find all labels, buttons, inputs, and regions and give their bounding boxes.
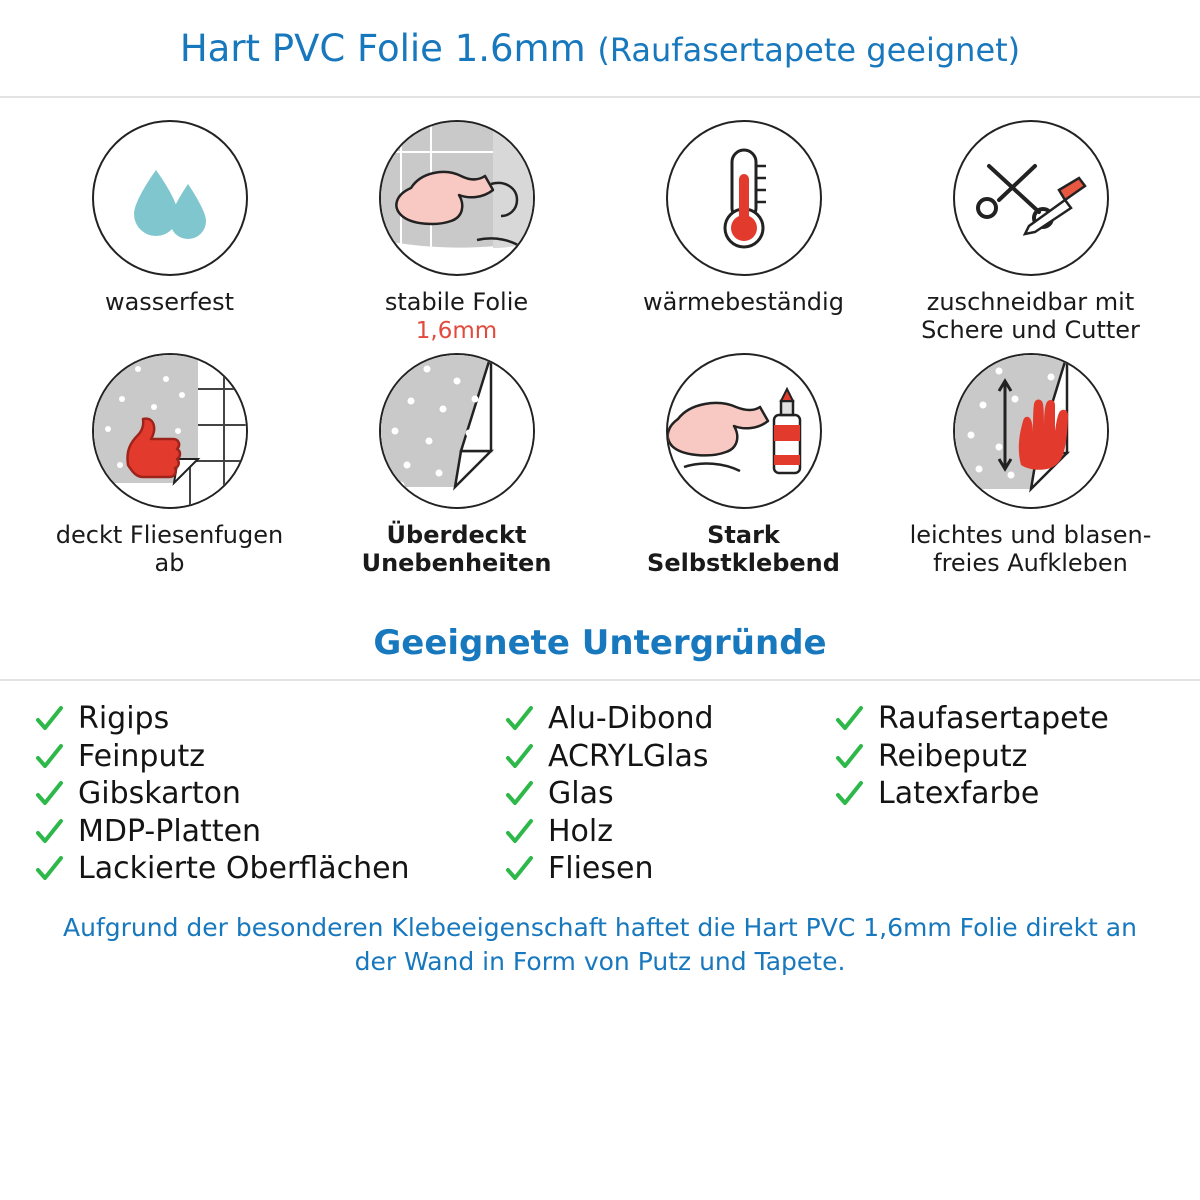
list-item-label: Gibskarton bbox=[78, 776, 241, 812]
list-item bbox=[834, 778, 1166, 810]
page-title-main: Hart PVC Folie 1.6mm bbox=[179, 26, 586, 70]
hand-arrows-icon bbox=[955, 355, 1107, 507]
list-item bbox=[834, 738, 1166, 774]
check-icon bbox=[504, 854, 534, 884]
check-icon bbox=[504, 704, 534, 734]
substrates-column-1 bbox=[34, 703, 504, 885]
feature-icon-circle bbox=[953, 353, 1109, 509]
list-item bbox=[504, 813, 834, 849]
list-item-label: MDP-Platten bbox=[78, 813, 262, 849]
list-item bbox=[34, 703, 504, 735]
feature-waermebestaendig bbox=[600, 120, 887, 345]
water-drops-icon bbox=[94, 122, 246, 274]
feature-sublabel: 1,6mm bbox=[415, 318, 498, 345]
feature-icon-circle bbox=[379, 120, 535, 276]
feature-selbstklebend bbox=[600, 353, 887, 578]
substrates-column-3 bbox=[834, 703, 1166, 885]
feature-unebenheiten bbox=[313, 353, 600, 578]
feature-wasserfest bbox=[26, 120, 313, 345]
section-header bbox=[0, 623, 1200, 681]
feature-grid bbox=[0, 98, 1200, 577]
list-item bbox=[834, 703, 1166, 735]
feature-aufkleben bbox=[887, 353, 1174, 578]
list-item-label: Reibeputz bbox=[878, 738, 1028, 774]
feature-icon-circle bbox=[92, 353, 248, 509]
footer-note: Aufgrund der besonderen Klebeeigenschaft haftet die Hart PVC 1,6mm Folie direkt an der Wand in Form von Putz und Tapete. bbox=[63, 912, 1137, 976]
list-item bbox=[34, 738, 504, 774]
strong-arm-foil-icon bbox=[381, 122, 533, 274]
list-item-label: Lackierte Oberflächen bbox=[78, 851, 410, 887]
feature-label: Überdeckt Unebenheiten bbox=[361, 520, 552, 577]
substrates-column-2 bbox=[504, 703, 834, 885]
substrates-list bbox=[0, 681, 1200, 885]
list-item bbox=[34, 853, 504, 885]
thermometer-icon bbox=[668, 122, 820, 274]
page-title-sub: (Raufasertapete geeignet) bbox=[597, 30, 1021, 69]
list-item bbox=[504, 853, 834, 885]
check-icon bbox=[834, 779, 864, 809]
feature-icon-circle bbox=[953, 120, 1109, 276]
list-item-label: Feinputz bbox=[78, 738, 205, 774]
list-item bbox=[34, 813, 504, 849]
feature-label: wasserfest bbox=[104, 288, 235, 316]
list-item-label: Holz bbox=[548, 813, 613, 849]
feature-fliesenfugen bbox=[26, 353, 313, 578]
section-title: Geeignete Untergründe bbox=[373, 623, 827, 664]
list-item-label: Glas bbox=[548, 776, 614, 812]
check-icon bbox=[34, 704, 64, 734]
check-icon bbox=[834, 704, 864, 734]
feature-zuschneidbar bbox=[887, 120, 1174, 345]
list-item bbox=[34, 778, 504, 810]
thumbs-up-tiles-icon bbox=[94, 355, 246, 507]
list-item-label: ACRYLGlas bbox=[548, 738, 709, 774]
list-item bbox=[504, 778, 834, 810]
arm-glue-icon bbox=[668, 355, 820, 507]
list-item-label: Raufasertapete bbox=[878, 701, 1109, 737]
check-icon bbox=[34, 742, 64, 772]
check-icon bbox=[504, 742, 534, 772]
list-item bbox=[504, 703, 834, 735]
list-item-label: Alu-Dibond bbox=[548, 701, 714, 737]
feature-icon-circle bbox=[666, 120, 822, 276]
check-icon bbox=[34, 854, 64, 884]
check-icon bbox=[34, 779, 64, 809]
list-item-label: Fliesen bbox=[548, 851, 654, 887]
list-item bbox=[504, 738, 834, 774]
scissors-cutter-icon bbox=[955, 122, 1107, 274]
header bbox=[0, 0, 1200, 98]
feature-icon-circle bbox=[92, 120, 248, 276]
check-icon bbox=[504, 779, 534, 809]
feature-stabile-folie bbox=[313, 120, 600, 345]
list-item-label: Latexfarbe bbox=[878, 776, 1040, 812]
feature-label: stabile Folie bbox=[384, 288, 529, 316]
feature-label: zuschneidbar mit Schere und Cutter bbox=[921, 288, 1140, 345]
feature-icon-circle bbox=[379, 353, 535, 509]
list-item-label: Rigips bbox=[78, 701, 170, 737]
foil-peel-icon bbox=[381, 355, 533, 507]
check-icon bbox=[34, 817, 64, 847]
feature-label: Stark Selbstklebend bbox=[647, 520, 840, 577]
check-icon bbox=[504, 817, 534, 847]
feature-label: deckt Fliesenfugen ab bbox=[55, 520, 284, 577]
feature-label: leichtes und blasen- freies Aufkleben bbox=[909, 520, 1152, 577]
feature-icon-circle bbox=[666, 353, 822, 509]
page-title bbox=[180, 27, 1020, 70]
feature-label: wärmebeständig bbox=[643, 288, 844, 316]
check-icon bbox=[834, 742, 864, 772]
